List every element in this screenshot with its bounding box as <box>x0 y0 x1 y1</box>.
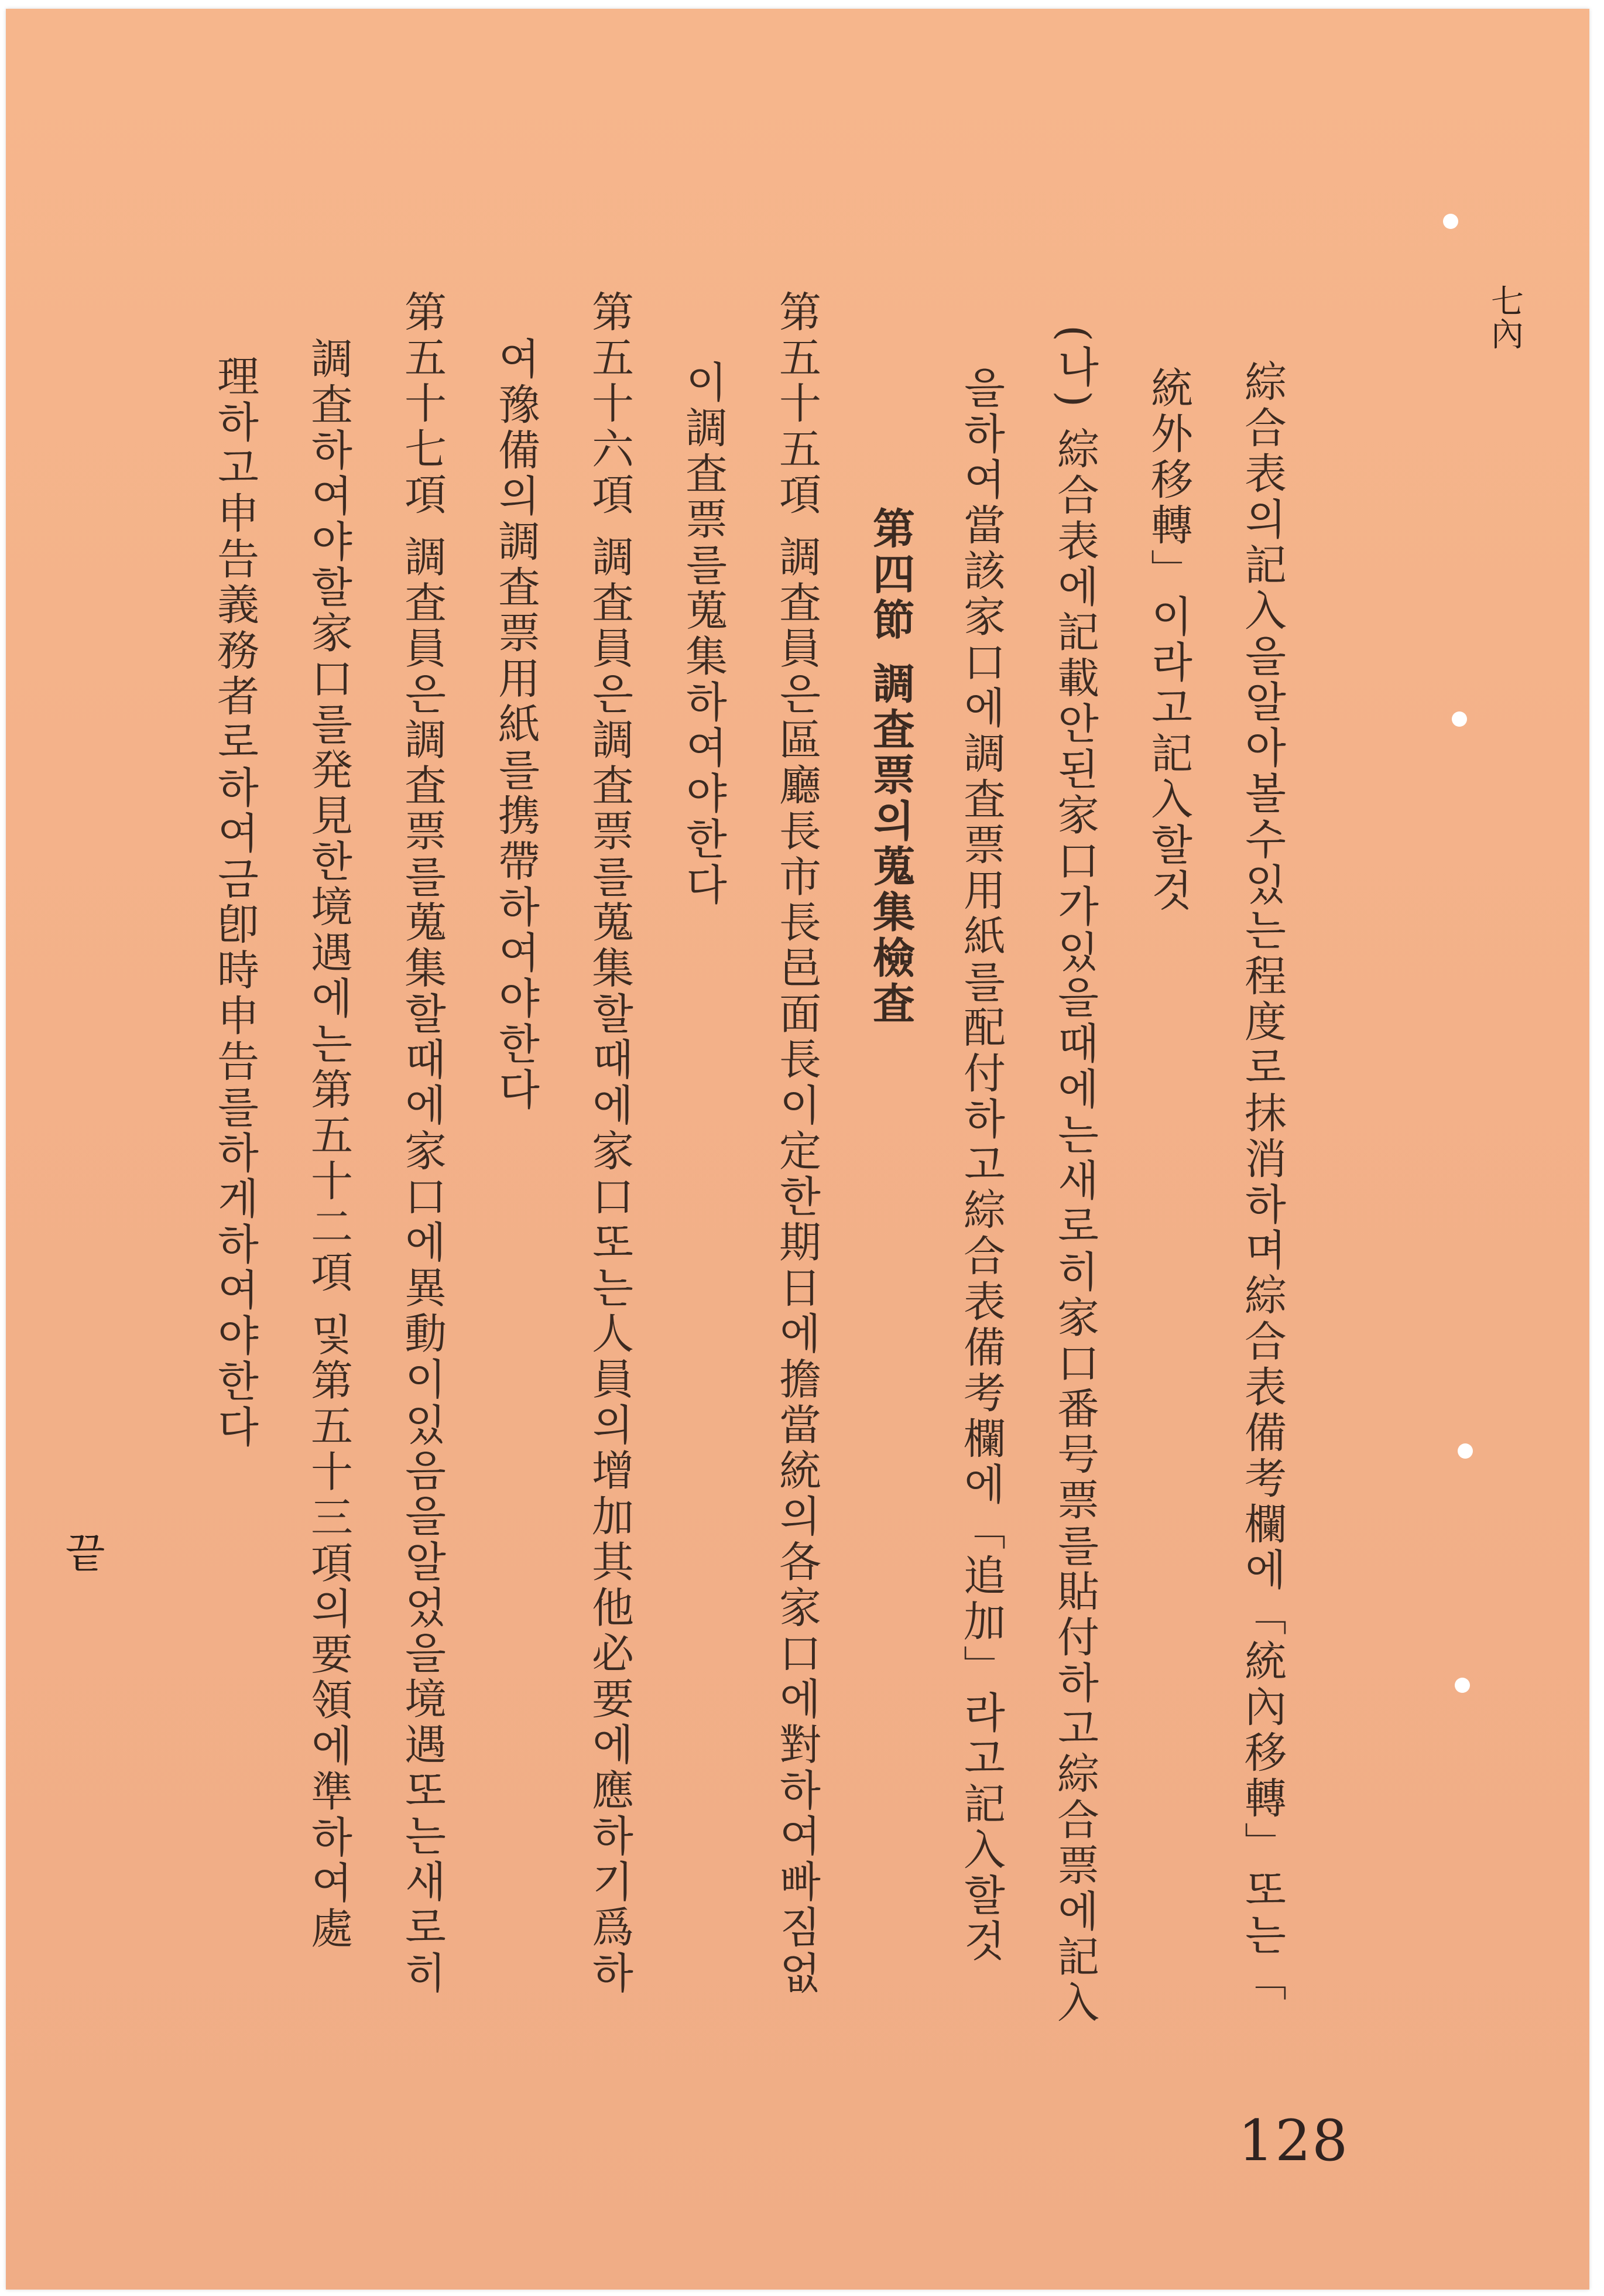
text-line-7: 이調査票를蒐集하여야한다 <box>678 360 728 908</box>
text-line-11: 調査하여야할家口를発見한境遇에는第五十二項 및第五十三項의要領에準하여處 <box>304 337 353 1952</box>
side-mark: 끝 <box>58 1531 106 1572</box>
punch-hole <box>1452 711 1467 727</box>
margin-note: 七內 <box>1486 284 1524 350</box>
text-line-10: 第五十七項 調査員은調査票를蒐集할때에家口에異動이있음을알었을境遇또는새로히 <box>397 290 447 1997</box>
text-line-4: 을하여當該家口에調査票用紙를配付하고綜合表備考欄에「追加」라고記入할것 <box>957 366 1006 1965</box>
text-line-3: (나) 綜合表에記載안된家口가있을때에는새로히家口番号票를貼付하고綜合票에記入 <box>1050 325 1099 2027</box>
page-number: 128 <box>1238 2108 1349 2174</box>
text-line-12: 理하고申告義務者로하여금卽時申告를하게하여야한다 <box>210 354 259 1450</box>
punch-hole <box>1455 1678 1470 1693</box>
text-line-6: 第五十五項 調査員은區廳長市長邑面長이定한期日에擔當統의各家口에對하여빠짐없 <box>772 290 821 1997</box>
text-line-1: 綜合表의記入을알아볼수있는程度로抹消하며綜合表備考欄에「統內移轉」또는「 <box>1238 360 1287 2004</box>
punch-hole <box>1458 1443 1473 1459</box>
document-page <box>6 9 1589 2290</box>
text-line-9: 여豫備의調査票用紙를携帶하여야한다 <box>491 337 540 1113</box>
section-heading: 第四節 調査票의蒐集檢査 <box>866 507 916 1028</box>
text-line-8: 第五十六項 調査員은調査票를蒐集할때에家口또는人員의增加其他必要에應하기爲하 <box>585 290 634 1997</box>
punch-hole <box>1443 214 1458 229</box>
text-line-2: 統外移轉」이라고記入할것 <box>1144 366 1193 914</box>
